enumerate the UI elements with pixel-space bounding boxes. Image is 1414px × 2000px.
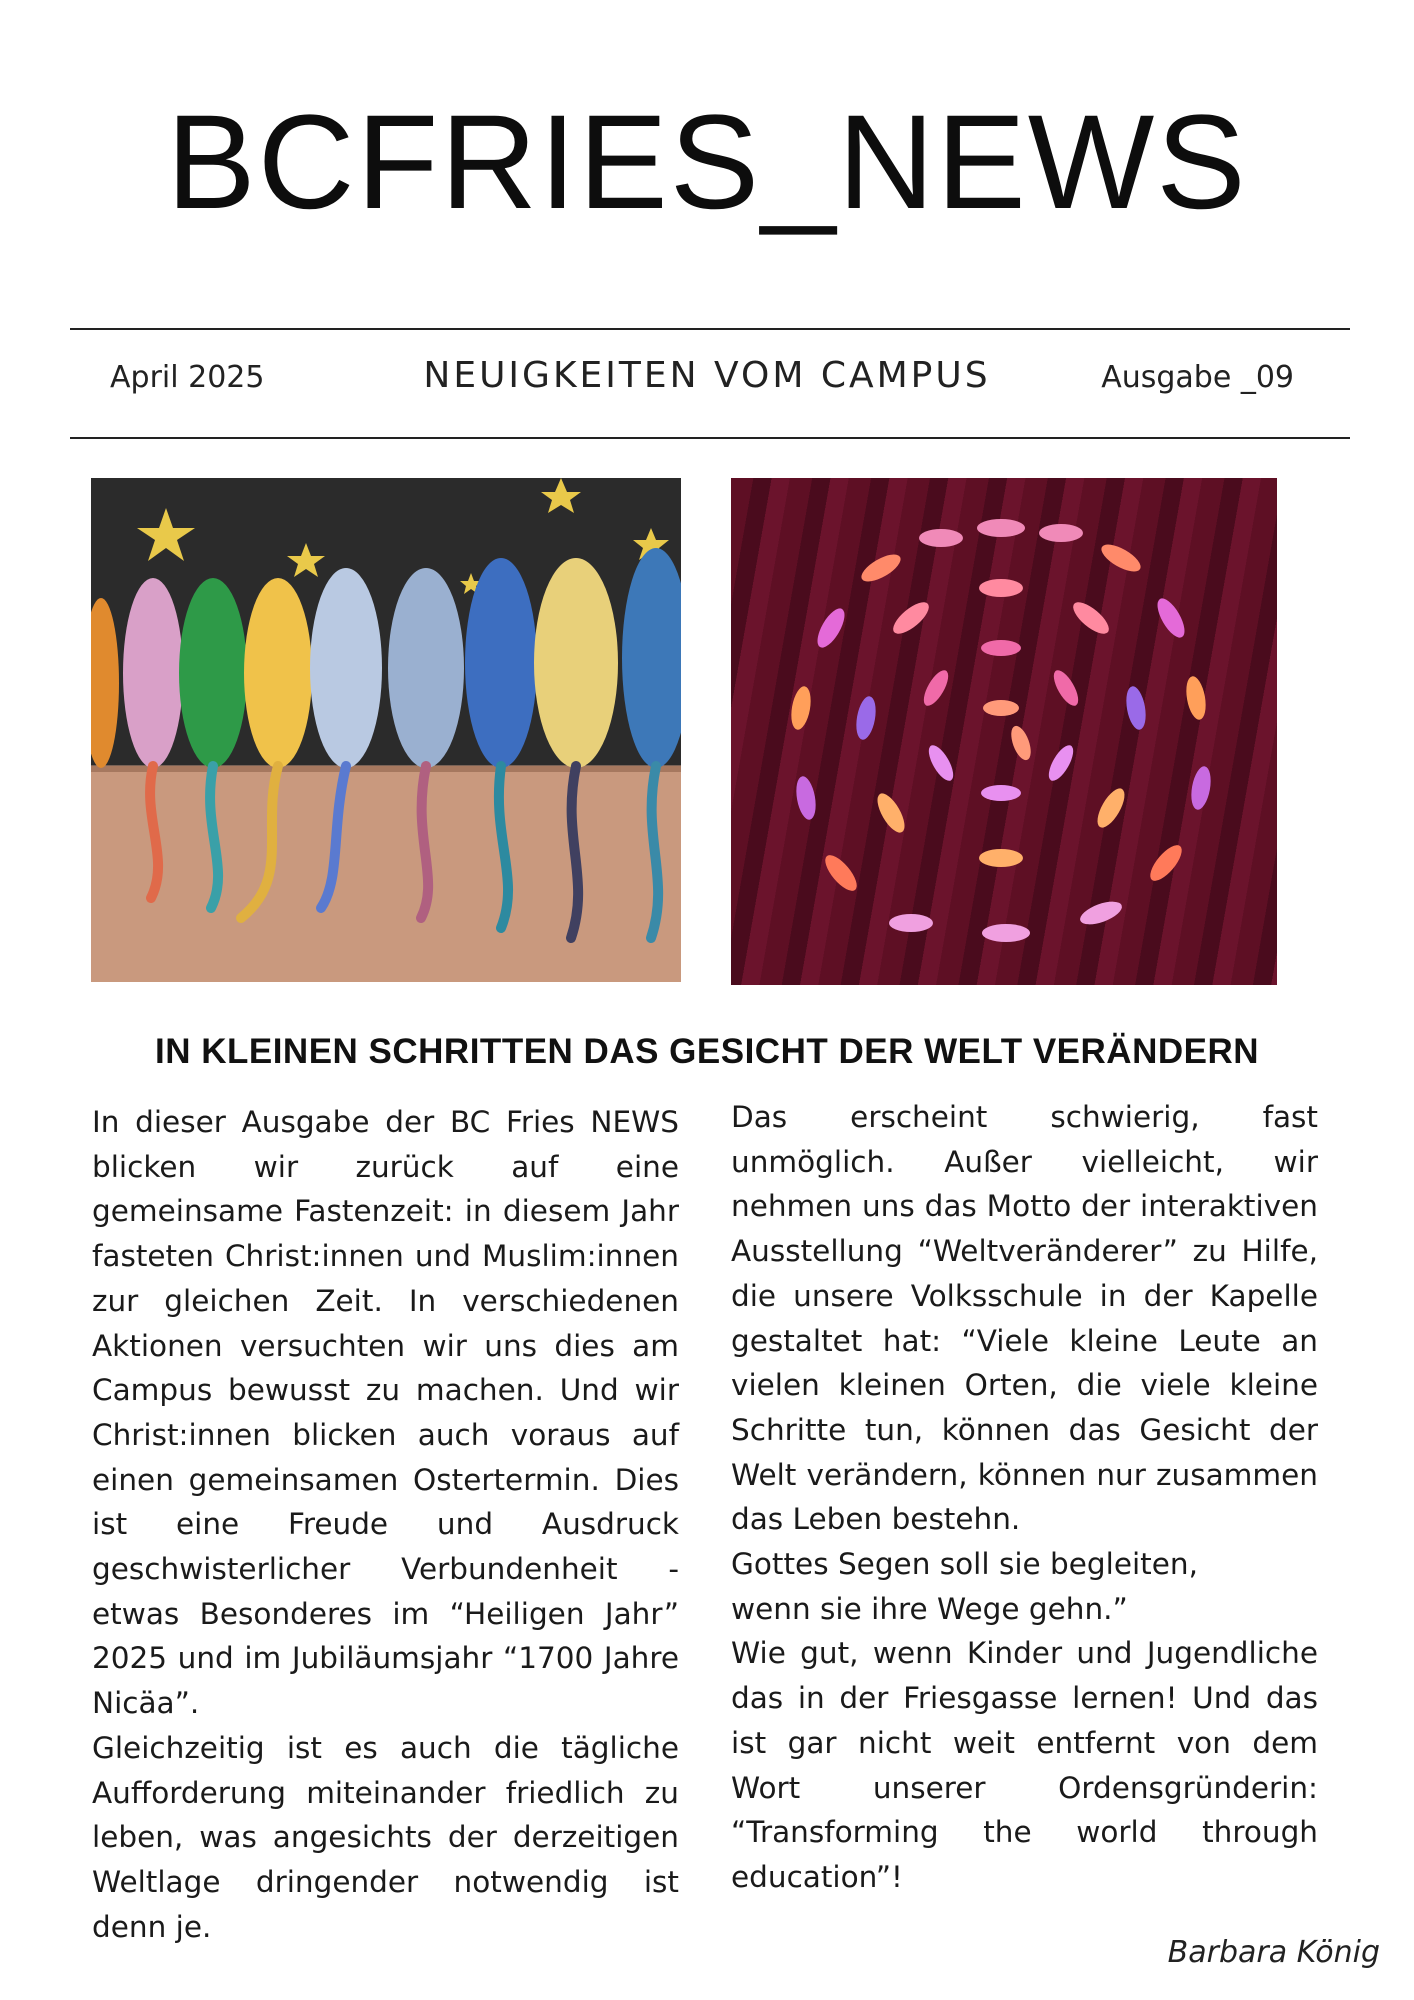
article-column-right	[731, 1095, 1318, 1900]
article-paragraph: In dieser Ausgabe der BC Fries NEWS blicken wir zurück auf eine gemeinsame Fastenzeit: in diesem Jahr fasteten Christ:innen und Muslim:innen zur gleichen Zeit. In verschiedenen Aktionen versuchten wir uns dies am Campus bewusst zu machen. Und wir Christ:innen blicken auch voraus auf einen gemeinsamen Ostertermin. Dies ist eine Freude und Ausdruck geschwisterlicher Verbundenheit - etwas Besonderes im “Heiligen Jahr” 2025 und im Jubiläumsjahr “1700 Jahre Nicäa”.	[92, 1105, 679, 1721]
article-paragraph: Wie gut, wenn Kinder und Jugendliche das in der Friesgasse lernen! Und das ist gar nicht weit entfernt von dem Wort unserer Ordensgründerin: “Transforming the world through education”!	[731, 1636, 1318, 1894]
quote-line: wenn sie ihre Wege gehn.”	[731, 1591, 1128, 1626]
cat-artwork-photo	[91, 478, 681, 982]
header-rule-top	[70, 328, 1350, 330]
author-signature: Barbara König	[1167, 1935, 1380, 1970]
quote-line: Gottes Segen soll sie begleiten,	[731, 1547, 1198, 1582]
article-column-left	[92, 1100, 679, 1949]
newsletter-subtitle: NEUIGKEITEN VOM CAMPUS	[423, 355, 991, 396]
newsletter-title: BCFRIES_NEWS	[166, 88, 1248, 237]
article-paragraph: Das erscheint schwierig, fast unmöglich. Außer vielleicht, wir nehmen uns das Motto der interaktiven Ausstellung “Weltveränderer” zu Hilfe, die unsere Volksschule in der Kapelle gestaltet hat: “Viele kleine Leute an vielen kleinen Orten, die viele kleine Schritte tun, können das Gesicht der Welt verändern, können nur zusammen das Leben bestehn.	[731, 1100, 1318, 1537]
article-headline: IN KLEINEN SCHRITTEN DAS GESICHT DER WELT VERÄNDERN	[154, 1032, 1260, 1071]
header-rule-bottom	[70, 437, 1350, 439]
issue-number: Ausgabe _09	[1101, 360, 1294, 395]
footprints-spiral-photo	[731, 478, 1277, 985]
issue-date: April 2025	[110, 360, 265, 395]
article-paragraph: Gleichzeitig ist es auch die tägliche Aufforderung miteinander friedlich zu leben, was angesichts der derzeitigen Weltlage dringender notwendig ist denn je.	[92, 1730, 679, 1944]
